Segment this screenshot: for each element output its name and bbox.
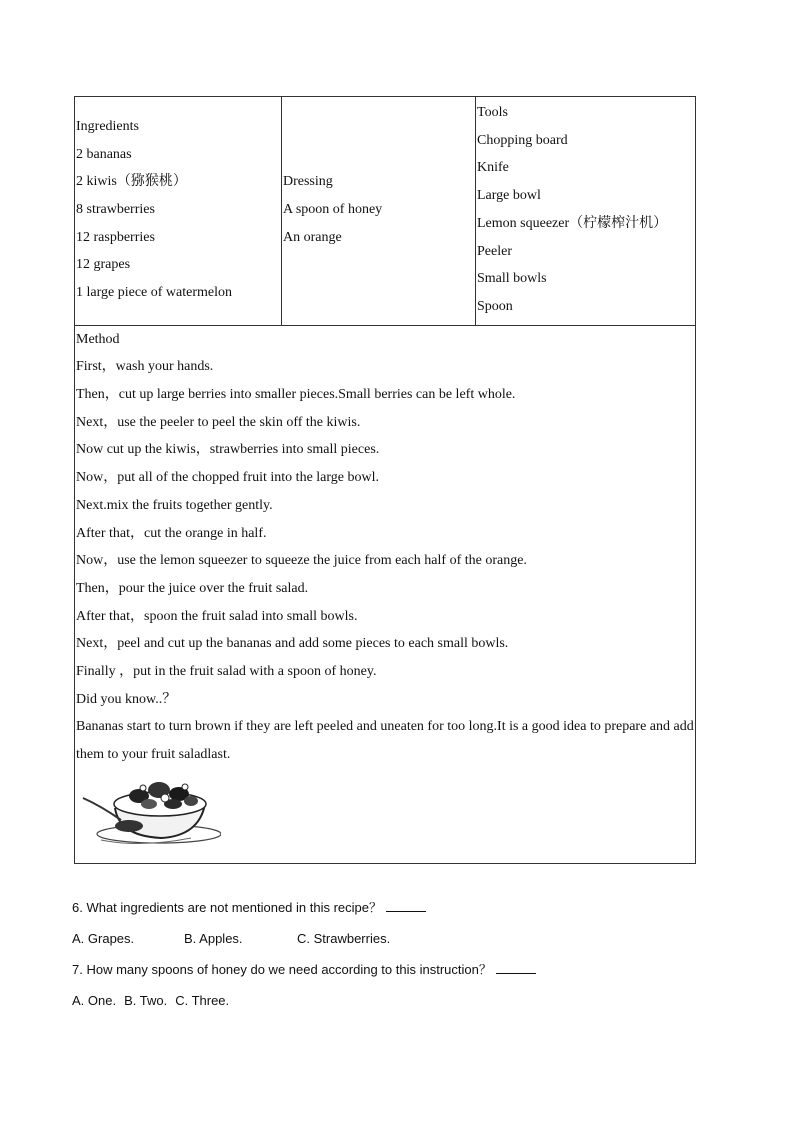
question-7-options [72,988,536,1019]
dressing-item: A spoon of honey [283,201,383,217]
method-step: Now，use the lemon squeezer to squeeze the juice from each half of the orange. [76,553,527,569]
tool-item: Lemon squeezer（柠檬榨汁机） [477,215,668,231]
tool-item: Spoon [477,298,513,314]
question-6-options [72,926,536,957]
question-7 [72,957,536,988]
option-a[interactable]: A. Grapes. [72,931,135,946]
dressing-cell [282,97,476,326]
method-step: First，wash your hands. [76,359,214,375]
ingredient-item: 1 large piece of watermelon [76,285,233,301]
answer-blank-7[interactable] [496,961,536,974]
ingredients-cell [75,97,282,326]
option-b[interactable]: B. Apples. [184,931,243,946]
option-c[interactable]: C. Three. [175,993,230,1008]
method-step: Then，pour the juice over the fruit salad. [76,580,309,596]
method-step: Then，cut up large berries into smaller pieces.Small berries can be left whole. [76,387,516,403]
tool-item: Large bowl [477,188,541,204]
method-step: Next，use the peeler to peel the skin off the kiwis. [76,414,361,430]
ingredient-item: 2 kiwis（猕猴桃） [76,174,187,190]
option-c[interactable]: C. Strawberries. [297,931,391,946]
tool-item: Knife [477,160,509,176]
recipe-table [74,96,696,864]
dressing-heading: Dressing [283,174,333,190]
tool-item: Peeler [477,243,512,259]
question-6 [72,895,536,926]
method-step: Now，put all of the chopped fruit into the large bowl. [76,470,380,486]
method-step: Next，peel and cut up the bananas and add some pieces to each small bowls. [76,636,509,652]
method-heading: Method [76,331,120,347]
method-step: After that，spoon the fruit salad into small bowls. [76,608,358,624]
option-b[interactable]: B. Two. [124,993,168,1008]
method-row [75,325,696,863]
recipe-header-row [75,97,696,326]
tool-item: Small bowls [477,271,547,287]
method-step: Now cut up the kiwis，strawberries into small pieces. [76,442,380,458]
dressing-item: An orange [283,229,342,245]
ingredient-item: 8 strawberries [76,201,155,217]
answer-blank-6[interactable] [386,899,426,912]
questions-section [72,895,536,1019]
tools-heading: Tools [477,105,508,120]
method-step: After that，cut the orange in half. [76,525,267,541]
ingredient-item: 2 bananas [76,146,132,162]
method-cell [75,325,696,863]
tool-item: Chopping board [477,132,568,148]
fruit-salad-illustration [81,768,221,848]
method-step: Next.mix the fruits together gently. [76,497,273,513]
question-6-text: 6. What ingredients are not mentioned in this recipe？ [72,900,383,915]
ingredient-item: 12 grapes [76,257,131,273]
method-step: Finally ，put in the fruit salad with a spoon of honey. [76,664,377,680]
question-7-text: 7. How many spoons of honey do we need according to this instruction？ [72,962,492,977]
ingredient-item: 12 raspberries [76,229,155,245]
did-you-know-heading: Did you know..？ [76,691,177,707]
ingredients-heading: Ingredients [76,118,139,134]
tools-cell [476,97,696,326]
option-a[interactable]: A. One. [72,993,117,1008]
banana-tip: Bananas start to turn brown if they are left peeled and uneaten for too long.It is a good idea to prepare and add them to your fruit saladlast. [76,719,694,763]
